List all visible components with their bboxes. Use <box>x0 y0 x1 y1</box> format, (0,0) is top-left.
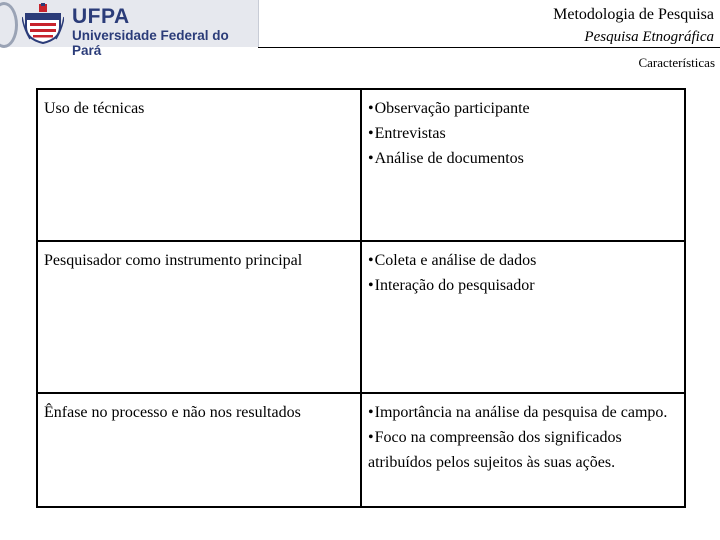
list-item: • Importância na análise da pesquisa de campo. <box>368 400 678 425</box>
header-divider <box>258 47 720 48</box>
section-label: Características <box>638 55 715 70</box>
list-item: • Foco na compreensão dos significados atribuídos pelos sujeitos às suas ações. <box>368 425 678 475</box>
row-label: Pesquisador como instrumento principal <box>37 241 361 393</box>
list-item: • Interação do pesquisador <box>368 273 678 298</box>
logo-full-name: Universidade Federal do Pará <box>72 28 229 58</box>
row-label: Uso de técnicas <box>37 89 361 241</box>
list-item: • Entrevistas <box>368 121 678 146</box>
crest-icon <box>22 3 64 44</box>
decorative-ring <box>0 2 18 48</box>
table-row <box>37 393 685 507</box>
page-title: Metodologia de Pesquisa <box>553 6 714 23</box>
table-row <box>37 89 685 241</box>
list-item: • Análise de documentos <box>368 146 678 171</box>
university-logo <box>0 0 259 58</box>
logo-abbreviation: UFPA <box>72 5 130 28</box>
row-items <box>361 241 685 393</box>
list-item: • Coleta e análise de dados <box>368 248 678 273</box>
list-item: • Observação participante <box>368 96 678 121</box>
row-label: Ênfase no processo e não nos resultados <box>37 393 361 507</box>
characteristics-table <box>36 88 686 508</box>
page-subtitle: Pesquisa Etnográfica <box>584 29 714 45</box>
row-items <box>361 393 685 507</box>
table-row <box>37 241 685 393</box>
row-items <box>361 89 685 241</box>
